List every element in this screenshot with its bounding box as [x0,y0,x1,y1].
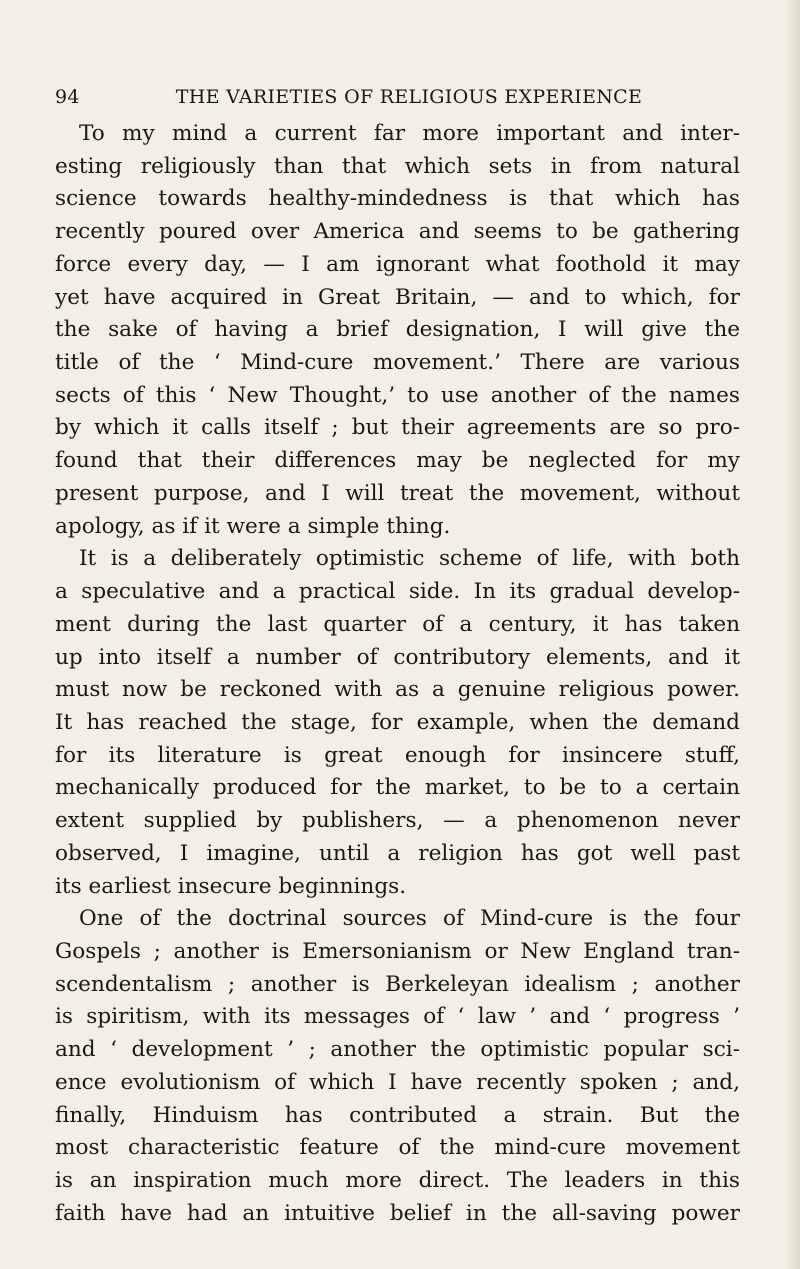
text-line: its earliest insecure beginnings. [55,873,407,899]
running-title: THE VARIETIES OF RELIGIOUS EXPERIENCE [175,86,643,108]
text-line: by which it calls itself ; but their agreements are so pro- [55,415,740,441]
text-line: One of the doctrinal sources of Mind-cure is the four [79,906,740,932]
text-line: title of the ‘ Mind-cure movement.’ There are various [55,350,740,376]
text-line: ment during the last quarter of a century, it has taken [55,611,740,637]
text-line: apology, as if it were a simple thing. [55,513,451,539]
text-line: a speculative and a practical side. In its gradual develop- [55,579,740,605]
body-text [55,118,740,1230]
text-line: Gospels ; another is Emersonianism or New England tran- [55,938,740,964]
text-line: mechanically produced for the market, to be to a certain [55,775,740,801]
text-line: for its literature is great enough for insincere stuff, [55,742,740,768]
text-line: recently poured over America and seems to be gathering [55,219,740,245]
text-line: force every day, — I am ignorant what foothold it may [55,251,740,277]
text-line: most characteristic feature of the mind-cure movement [55,1135,740,1161]
text-line: observed, I imagine, until a religion has got well past [55,840,740,866]
text-line: must now be reckoned with as a genuine religious power. [55,677,740,703]
page-edge-shadow [786,0,800,1269]
text-line: It has reached the stage, for example, when the demand [55,709,740,735]
text-line: the sake of having a brief designation, I will give the [55,317,740,343]
text-line: yet have acquired in Great Britain, — and to which, for [55,284,740,310]
text-line: To my mind a current far more important and inter- [79,121,740,146]
text-line: and ‘ development ’ ; another the optimistic popular sci- [55,1037,740,1063]
text-line: It is a deliberately optimistic scheme of life, with both [79,546,740,572]
text-line: sects of this ‘ New Thought,’ to use another of the names [55,382,740,408]
text-line: finally, Hinduism has contributed a strain. But the [55,1102,740,1128]
text-line: present purpose, and I will treat the movement, without [55,480,740,506]
text-line: faith have had an intuitive belief in the all-saving power [55,1200,740,1226]
text-line: is spiritism, with its messages of ‘ law ’ and ‘ progress ’ [55,1004,740,1030]
text-line: science towards healthy-mindedness is that which has [55,186,740,212]
text-line: is an inspiration much more direct. The leaders in this [55,1168,740,1193]
text-line: ence evolutionism of which I have recently spoken ; and, [55,1069,740,1095]
text-line: found that their differences may be neglected for my [55,448,740,474]
page-number: 94 [55,86,80,108]
text-line: esting religiously than that which sets in from natural [55,153,740,179]
running-head [55,86,715,114]
text-line: scendentalism ; another is Berkeleyan idealism ; another [55,971,740,997]
text-line: up into itself a number of contributory elements, and it [55,644,740,670]
text-line: extent supplied by publishers, — a phenomenon never [55,808,740,834]
